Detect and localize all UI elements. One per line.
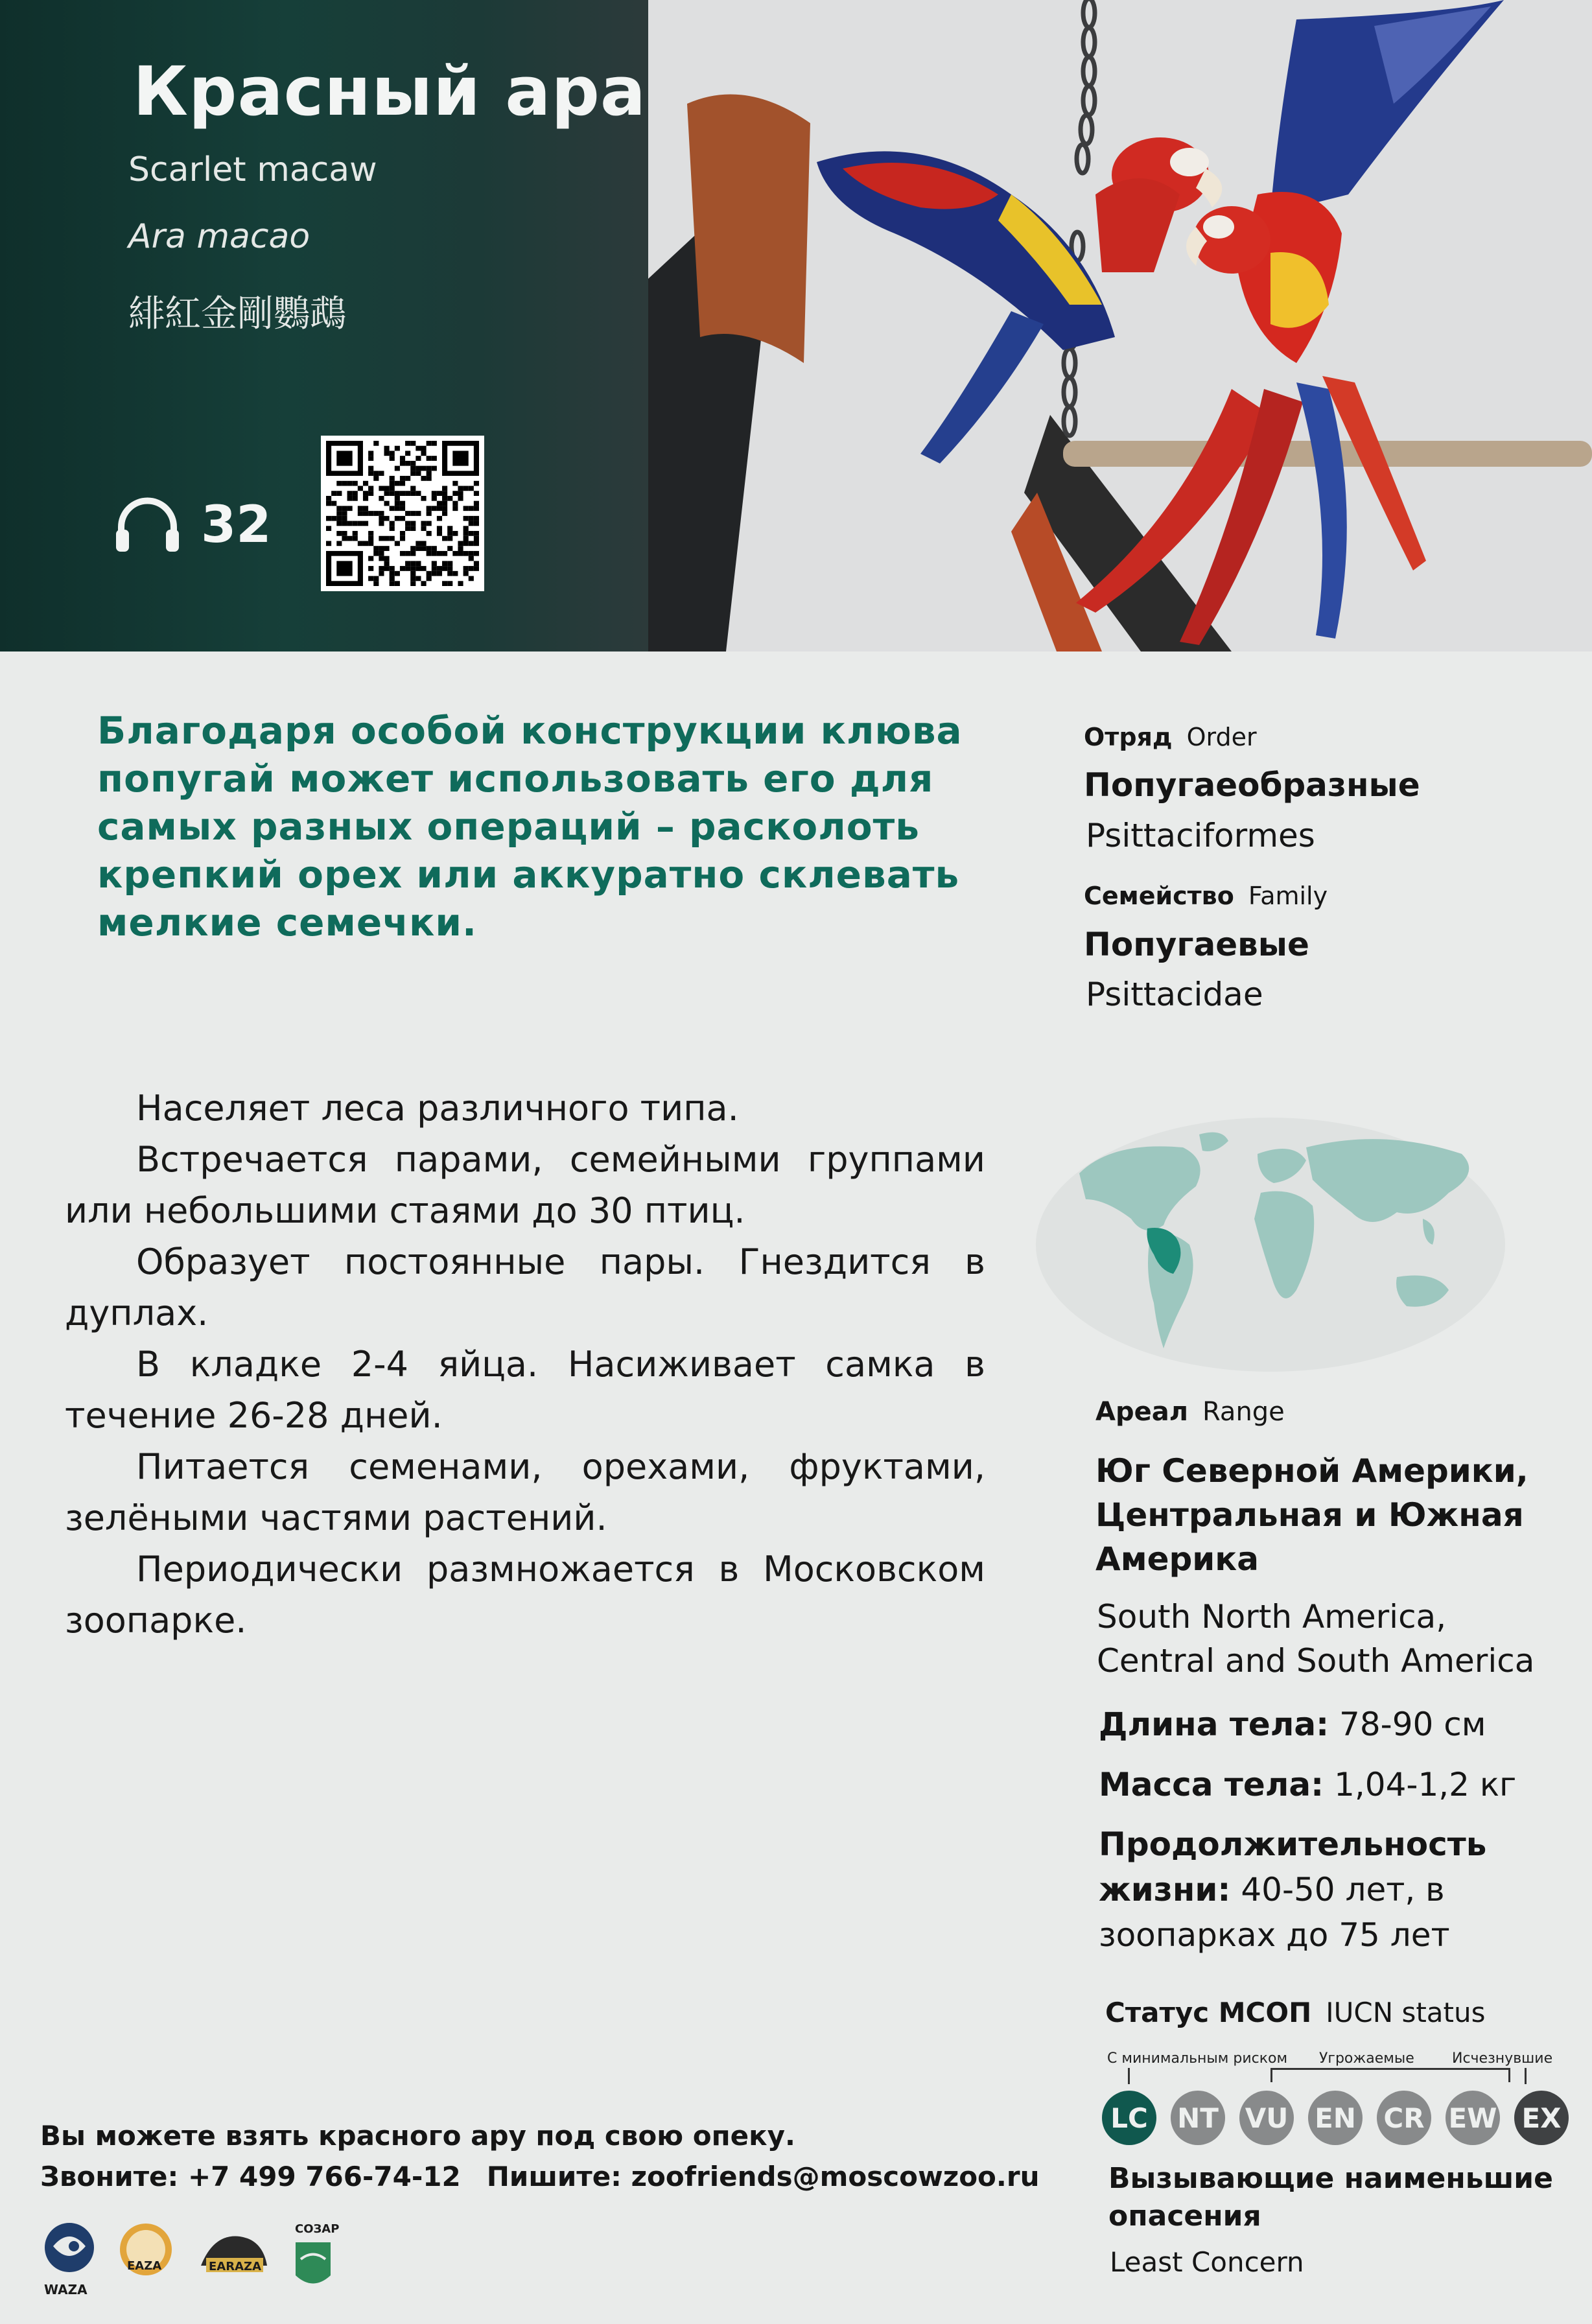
description-paragraph: Питается семенами, орехами, фруктами, зелёными частями растений. xyxy=(65,1446,985,1538)
macaw-photo xyxy=(648,0,1592,651)
body-mass xyxy=(1099,1762,1565,1807)
order-name-ru: Попугаеобразные xyxy=(1084,766,1420,804)
range-heading xyxy=(1095,1397,1285,1427)
name-latin: Ara macao xyxy=(128,217,310,256)
iucn-scale-bracket xyxy=(1270,2068,1510,2082)
description-paragraph: Периодически размножается в Московском зоопарке. xyxy=(65,1549,985,1641)
iucn-heading xyxy=(1105,1997,1486,2028)
range-text-ru: Юг Северной Америки, Центральная и Южная Америка xyxy=(1095,1452,1528,1578)
iucn-label-ru: Статус МСОП xyxy=(1105,1997,1312,2028)
body-mass-value: 1,04-1,2 кг xyxy=(1334,1766,1517,1803)
lifespan-value: 40-50 лет, в зоопарках до 75 лет xyxy=(1099,1871,1450,1954)
lifespan-label: Продолжительность жизни: xyxy=(1099,1825,1487,1908)
range-map xyxy=(1034,1115,1507,1374)
iucn-status-en: Least Concern xyxy=(1110,2246,1304,2278)
iucn-status-ew: EW xyxy=(1446,2091,1500,2145)
family-name-latin: Psittacidae xyxy=(1086,976,1263,1013)
audio-guide xyxy=(113,496,272,554)
iucn-scale-threatened: Угрожаемые xyxy=(1319,2050,1414,2067)
body-length-value: 78-90 см xyxy=(1339,1706,1486,1743)
highlight-quote: Благодаря особой конструкции клюва попугай может использовать его для самых разных операций – расколоть крепкий орех или аккуратно склевать мелкие семечки. xyxy=(97,709,963,945)
sozar-logo xyxy=(293,2240,333,2292)
iucn-status-ru: Вызывающие наименьшие опасения xyxy=(1108,2162,1553,2233)
name-english: Scarlet macaw xyxy=(128,150,377,189)
contact-email[interactable]: Пишите: zoofriends@moscowzoo.ru xyxy=(486,2161,1040,2192)
header-panel xyxy=(0,0,1592,651)
description-paragraph: Населяет леса различного типа. xyxy=(136,1088,739,1129)
adopt-text: Вы можете взять красного ару под свою опеку. xyxy=(40,2120,795,2152)
range-text-en: South North America, Central and South America xyxy=(1097,1598,1535,1680)
family-label-en: Family xyxy=(1248,882,1328,910)
lifespan xyxy=(1099,1822,1488,1958)
range-label-ru: Ареал xyxy=(1095,1397,1189,1427)
qr-code[interactable] xyxy=(321,436,484,591)
description-paragraph: В кладке 2-4 яйца. Насиживает самка в течение 26-28 дней. xyxy=(65,1344,985,1436)
iucn-status-cr: CR xyxy=(1377,2091,1431,2145)
order-label-ru: Отряд xyxy=(1084,723,1173,751)
contact-phone[interactable]: Звоните: +7 499 766-74-12 xyxy=(40,2161,461,2192)
sozar-label: СОЗАР xyxy=(295,2222,340,2236)
description xyxy=(65,1083,985,1646)
iucn-status-scale xyxy=(1102,2091,1569,2145)
family-label-ru: Семейство xyxy=(1084,882,1234,910)
body-length-label: Длина тела: xyxy=(1099,1706,1329,1743)
name-chinese: 緋紅金剛鸚鵡 xyxy=(128,293,346,335)
iucn-status-en: EN xyxy=(1308,2091,1363,2145)
range-label-en: Range xyxy=(1202,1397,1285,1427)
iucn-scale-tick xyxy=(1128,2068,1130,2084)
iucn-status-nt: NT xyxy=(1171,2091,1225,2145)
order-name-latin: Psittaciformes xyxy=(1086,817,1315,854)
family-heading xyxy=(1084,882,1328,910)
iucn-status-ex: EX xyxy=(1514,2091,1569,2145)
body-length xyxy=(1099,1702,1565,1747)
waza-logo xyxy=(40,2220,99,2279)
iucn-status-lc: LC xyxy=(1102,2091,1156,2145)
eaza-label: EAZA xyxy=(127,2259,162,2273)
audio-guide-number: 32 xyxy=(201,496,272,554)
iucn-scale-tick xyxy=(1525,2068,1527,2084)
contact-line xyxy=(40,2161,1065,2192)
waza-label: WAZA xyxy=(44,2282,88,2297)
species-title: Красный ара xyxy=(133,52,647,131)
description-paragraph: Встречается парами, семейными группами или небольшими стаями до 30 птиц. xyxy=(65,1139,985,1231)
iucn-scale-extinct: Исчезнувшие xyxy=(1452,2050,1553,2067)
iucn-status-vu: VU xyxy=(1239,2091,1294,2145)
body-mass-label: Масса тела: xyxy=(1099,1766,1324,1803)
headphones-icon xyxy=(113,496,181,554)
order-label-en: Order xyxy=(1186,723,1257,751)
iucn-label-en: IUCN status xyxy=(1326,1997,1486,2028)
family-name-ru: Попугаевые xyxy=(1084,926,1309,963)
iucn-scale-low: С минимальным риском xyxy=(1107,2050,1288,2067)
earaza-label: EARAZA xyxy=(209,2260,261,2273)
description-paragraph: Образует постоянные пары. Гнездится в дуплах. xyxy=(65,1241,985,1333)
order-heading xyxy=(1084,723,1257,751)
